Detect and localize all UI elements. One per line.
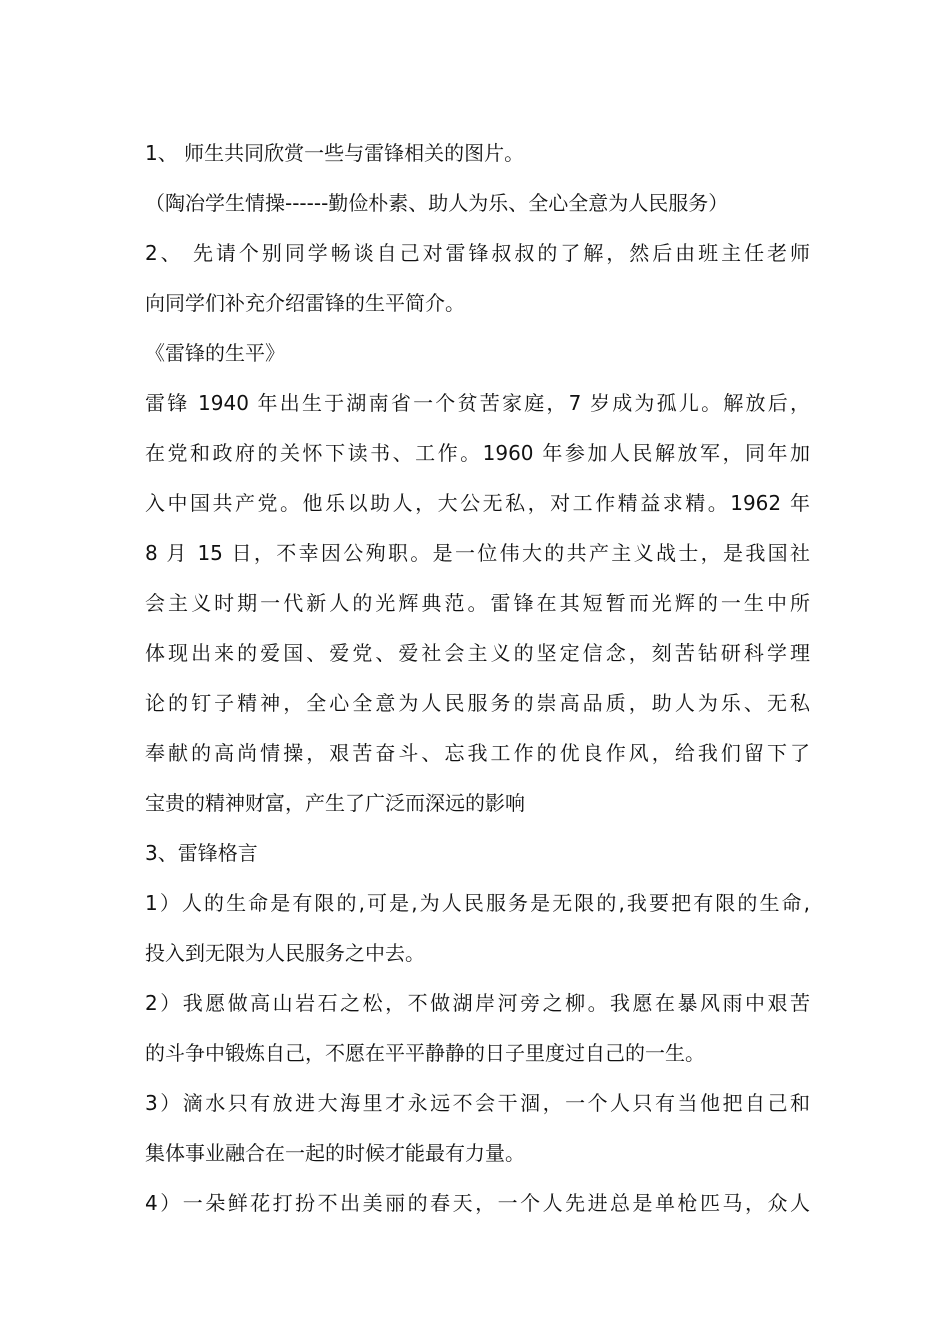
quote-2-line: 2）我愿做高山岩石之松，不做湖岸河旁之柳。我愿在暴风雨中艰苦: [145, 991, 810, 1015]
step-1-note: （陶冶学生情操------勤俭朴素、助人为乐、全心全意为人民服务）: [145, 191, 729, 215]
biography-line: 奉献的高尚情操，艰苦奋斗、忘我工作的优良作风，给我们留下了: [145, 741, 810, 765]
quote-2-line-cont: 的斗争中锻炼自己，不愿在平平静静的日子里度过自己的一生。: [145, 1041, 705, 1065]
biography-line: 入中国共产党。他乐以助人，大公无私，对工作精益求精。1962 年: [145, 491, 810, 515]
biography-heading: 《雷锋的生平》: [145, 341, 285, 365]
biography-line-last: 宝贵的精神财富，产生了广泛而深远的影响: [145, 791, 525, 815]
biography-line: 在党和政府的关怀下读书、工作。1960 年参加人民解放军，同年加: [145, 441, 810, 465]
quote-3-line-cont: 集体事业融合在一起的时候才能最有力量。: [145, 1141, 525, 1165]
biography-line: 雷锋 1940 年出生于湖南省一个贫苦家庭，7 岁成为孤儿。解放后，: [145, 391, 810, 415]
quote-3-line: 3）滴水只有放进大海里才永远不会干涸，一个人只有当他把自己和: [145, 1091, 810, 1115]
biography-line: 论的钉子精神，全心全意为人民服务的崇高品质，助人为乐、无私: [145, 691, 810, 715]
step-2-line: 2、 先请个别同学畅谈自己对雷锋叔叔的了解，然后由班主任老师: [145, 241, 810, 265]
quote-1-line: 1）人的生命是有限的,可是,为人民服务是无限的,我要把有限的生命,: [145, 891, 810, 915]
biography-line: 体现出来的爱国、爱党、爱社会主义的坚定信念，刻苦钻研科学理: [145, 641, 810, 665]
biography-line: 会主义时期一代新人的光辉典范。雷锋在其短暂而光辉的一生中所: [145, 591, 810, 615]
quotes-heading: 3、雷锋格言: [145, 841, 258, 865]
step-1-line: 1、 师生共同欣赏一些与雷锋相关的图片。: [145, 141, 525, 165]
document-body: [145, 128, 810, 1228]
quote-4-line: 4）一朵鲜花打扮不出美丽的春天，一个人先进总是单枪匹马，众人: [145, 1191, 810, 1215]
quote-1-line-cont: 投入到无限为人民服务之中去。: [145, 941, 425, 965]
biography-line: 8 月 15 日，不幸因公殉职。是一位伟大的共产主义战士，是我国社: [145, 541, 810, 565]
step-2-line-cont: 向同学们补充介绍雷锋的生平简介。: [145, 291, 465, 315]
